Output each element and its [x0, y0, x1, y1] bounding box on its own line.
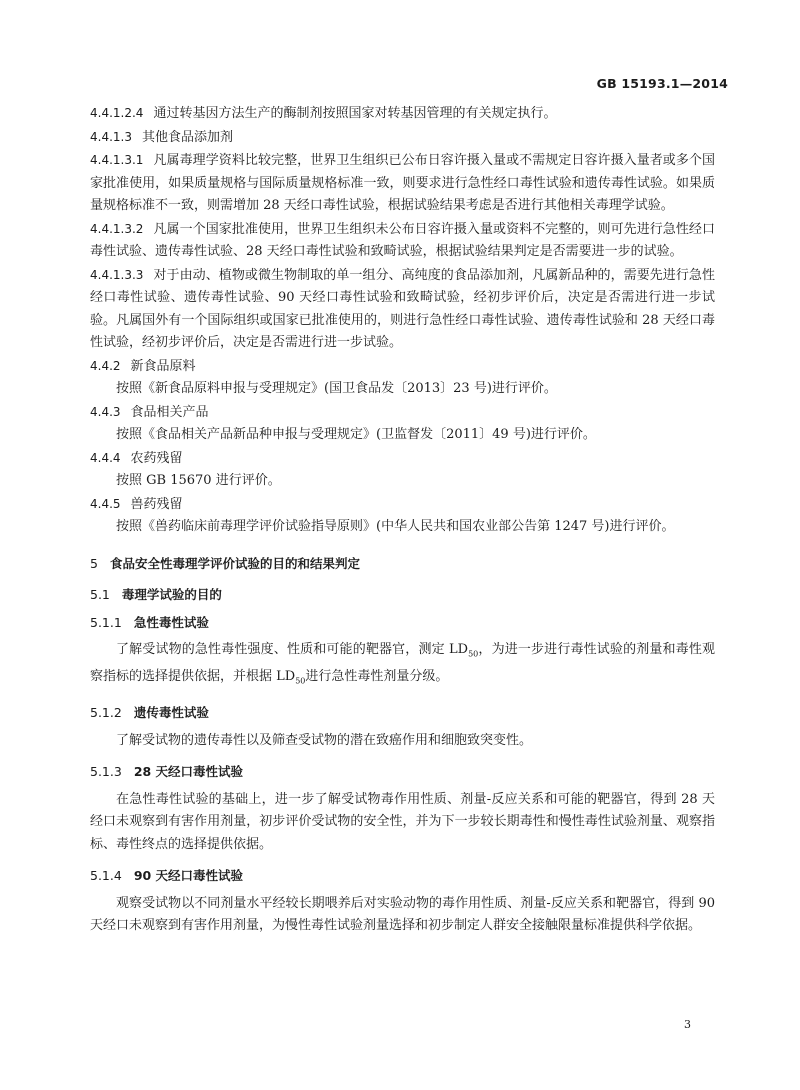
clause-4-4-3-text: 按照《食品相关产品新品种申报与受理规定》(卫监督发〔2011〕49 号)进行评价。 [116, 427, 596, 442]
section-5-1-1-text: 了解受试物的急性毒性强度、性质和可能的靶器官，测定 $LD_{50}$，为进一步进行毒性试验的剂量和毒性观察指标的选择提供依据，并根据 $LD_{50}$进行急性毒性剂量分级。 [90, 642, 715, 686]
clause-4-4-3-heading: 4.4.3 食品相关产品 [90, 404, 209, 420]
document-body [90, 102, 715, 938]
clause-4-4-1-3-heading: 4.4.1.3 其他食品添加剂 [90, 129, 233, 145]
section-5-1-2-text: 了解受试物的遗传毒性以及筛查受试物的潜在致癌作用和细胞致突变性。 [116, 732, 533, 748]
standard-code-header: GB 15193.1—2014 [596, 76, 728, 91]
clause-4-4-1-3-3: 4.4.1.3.3 对于由动、植物或微生物制取的单一组分、高纯度的食品添加剂，凡属新品种的，需要先进行急性经口毒性试验、遗传毒性试验、90 天经口毒性试验和致畸试验，经初步评价后，决定是否需进行进一步试验。凡属国外有一个国际组织或国家已批准使用的，则进行急性经口毒性试验、遗传毒性试验和 28 天经口毒性试验，经初步评价后，决定是否需进行进一步试验。 [90, 267, 715, 350]
clause-4-4-4-heading: 4.4.4 农药残留 [90, 450, 183, 466]
section-5-1-1-heading: 5.1.1 急性毒性试验 [90, 614, 209, 630]
page-number: 3 [684, 1018, 691, 1031]
clause-4-4-1-3-1: 4.4.1.3.1 凡属毒理学资料比较完整，世界卫生组织已公布日容许摄入量或不需规定日容许摄入量者或多个国家批准使用，如果质量规格与国际质量规格标准一致，则要求进行急性经口毒性试验和遗传毒性试验。如果质量规格标准不一致，则需增加 28 天经口毒性试验，根据试验结果考虑是否进行其他相关毒理学试验。 [90, 153, 715, 213]
section-5-1-4-heading: 5.1.4 90 天经口毒性试验 [90, 868, 244, 884]
clause-4-4-4-text: 按照 GB 15670 进行评价。 [116, 473, 281, 488]
clause-4-4-1-2-4: 4.4.1.2.4 通过转基因方法生产的酶制剂按照国家对转基因管理的有关规定执行。 [90, 106, 557, 121]
section-5-1-heading: 5.1 毒理学试验的目的 [90, 587, 222, 602]
section-5-1-4-text: 观察受试物以不同剂量水平经较长期喂养后对实验动物的毒作用性质、剂量-反应关系和靶器官，得到 90 天经口未观察到有害作用剂量，为慢性毒性试验剂量选择和初步制定人群安全接触限量标准提供科学依据。 [90, 895, 715, 934]
clause-4-4-2-heading: 4.4.2 新食品原料 [90, 358, 196, 374]
section-5-1-3-text: 在急性毒性试验的基础上，进一步了解受试物毒作用性质、剂量-反应关系和可能的靶器官，得到 28 天经口未观察到有害作用剂量，初步评价受试物的安全性，并为下一步较长期毒性和慢性毒性试验剂量、观察指标、毒性终点的选择提供依据。 [90, 791, 715, 852]
section-5-heading: 5 食品安全性毒理学评价试验的目的和结果判定 [90, 555, 360, 571]
clause-4-4-5-heading: 4.4.5 兽药残留 [90, 496, 183, 512]
section-5-1-2-heading: 5.1.2 遗传毒性试验 [90, 705, 209, 721]
clause-4-4-5-text: 按照《兽药临床前毒理学评价试验指导原则》(中华人民共和国农业部公告第 1247 号)进行评价。 [116, 519, 675, 534]
section-5-1-3-heading: 5.1.3 28 天经口毒性试验 [90, 764, 244, 780]
clause-4-4-1-3-2: 4.4.1.3.2 凡属一个国家批准使用，世界卫生组织未公布日容许摄入量或资料不完整的，则可先进行急性经口毒性试验、遗传毒性试验、28 天经口毒性试验和致畸试验，根据试验结果判定是否需要进一步的试验。 [90, 221, 715, 259]
clause-4-4-2-text: 按照《新食品原料申报与受理规定》(国卫食品发〔2013〕23 号)进行评价。 [116, 381, 557, 396]
